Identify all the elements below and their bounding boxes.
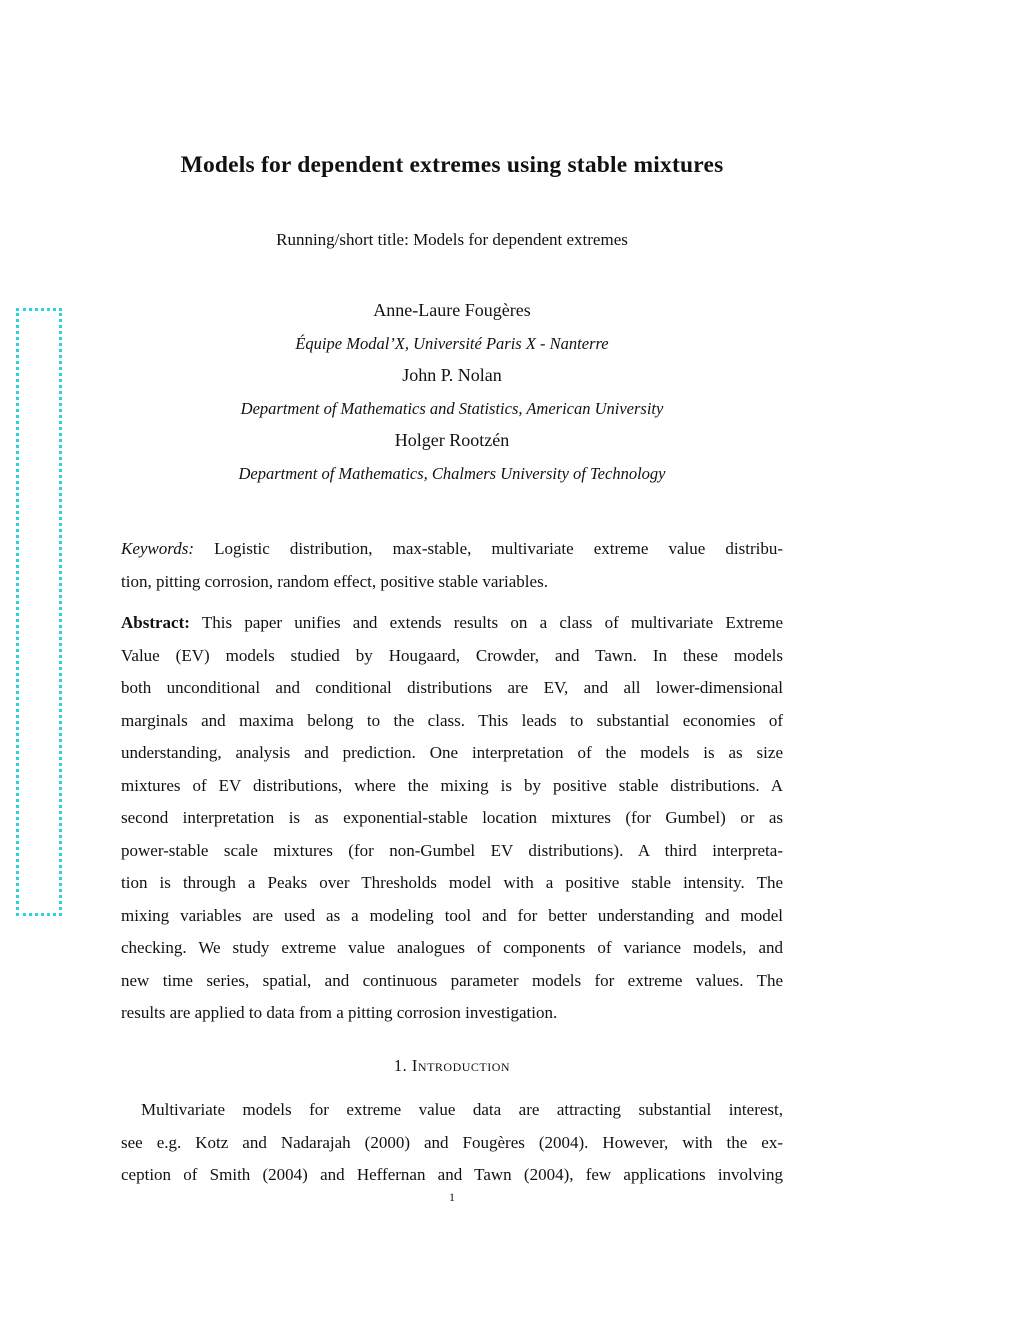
author-affiliation: Department of Mathematics, Chalmers University of Technology xyxy=(238,464,666,483)
page-number: 1 xyxy=(449,1190,455,1204)
section-number: 1. xyxy=(393,1056,408,1075)
abstract-line: mixing variables are used as a modeling tool and for better understanding and model xyxy=(121,905,783,925)
abstract-line: results are applied to data from a pitting corrosion investigation. xyxy=(121,1003,558,1022)
section-title: Introduction xyxy=(411,1056,511,1075)
abstract-line: marginals and maxima belong to the class. This leads to substantial economies of xyxy=(121,710,783,730)
intro-line: Multivariate models for extreme value data are attracting substantial interest, xyxy=(141,1100,783,1119)
abstract-line: Abstract: This paper unifies and extends results on a class of multivariate Extreme xyxy=(121,613,783,632)
keywords-line: Keywords: Logistic distribution, max-stable, multivariate extreme value distribu- xyxy=(121,539,784,558)
abstract-line: power-stable scale mixtures (for non-Gumbel EV distributions). A third interpreta- xyxy=(121,840,783,860)
abstract-line: understanding, analysis and prediction. One interpretation of the models is as size xyxy=(121,743,783,762)
section-heading xyxy=(0,1056,904,1076)
paper-title: Models for dependent extremes using stable mixtures xyxy=(180,152,724,178)
abstract-line: both unconditional and conditional distributions are EV, and all lower-dimensional xyxy=(121,678,783,697)
abstract-line: tion is through a Peaks over Thresholds model with a positive stable intensity. The xyxy=(121,873,783,892)
running-title: Running/short title: Models for dependent extremes xyxy=(276,230,628,249)
abstract-label: Abstract: xyxy=(121,613,190,632)
intro-line: see e.g. Kotz and Nadarajah (2000) and Fougères (2004). However, with the ex- xyxy=(121,1132,783,1152)
abstract-line: second interpretation is as exponential-stable location mixtures (for Gumbel) or as xyxy=(121,808,783,827)
abstract xyxy=(121,607,783,1030)
abstract-line: mixtures of EV distributions, where the mixing is by positive stable distributions. A xyxy=(121,775,783,795)
author-name: Anne-Laure Fougères xyxy=(373,300,531,320)
author-name: John P. Nolan xyxy=(402,365,502,385)
keywords-line: tion, pitting corrosion, random effect, positive stable variables. xyxy=(121,571,548,591)
abstract-line: checking. We study extreme value analogues of components of variance models, and xyxy=(121,938,783,957)
author-affiliation: Department of Mathematics and Statistics, American University xyxy=(240,399,664,418)
author-affiliation: Équipe Modal’X, Université Paris X - Nanterre xyxy=(295,334,609,353)
author-name: Holger Rootzén xyxy=(394,430,510,450)
keywords xyxy=(121,533,783,598)
intro-paragraph xyxy=(121,1094,783,1192)
abstract-line: new time series, spatial, and continuous parameter models for extreme values. The xyxy=(121,970,783,990)
keywords-label: Keywords: xyxy=(121,539,195,558)
intro-line: ception of Smith (2004) and Heffernan and Tawn (2004), few applications involving xyxy=(121,1165,783,1184)
abstract-line: Value (EV) models studied by Hougaard, Crowder, and Tawn. In these models xyxy=(121,645,783,665)
